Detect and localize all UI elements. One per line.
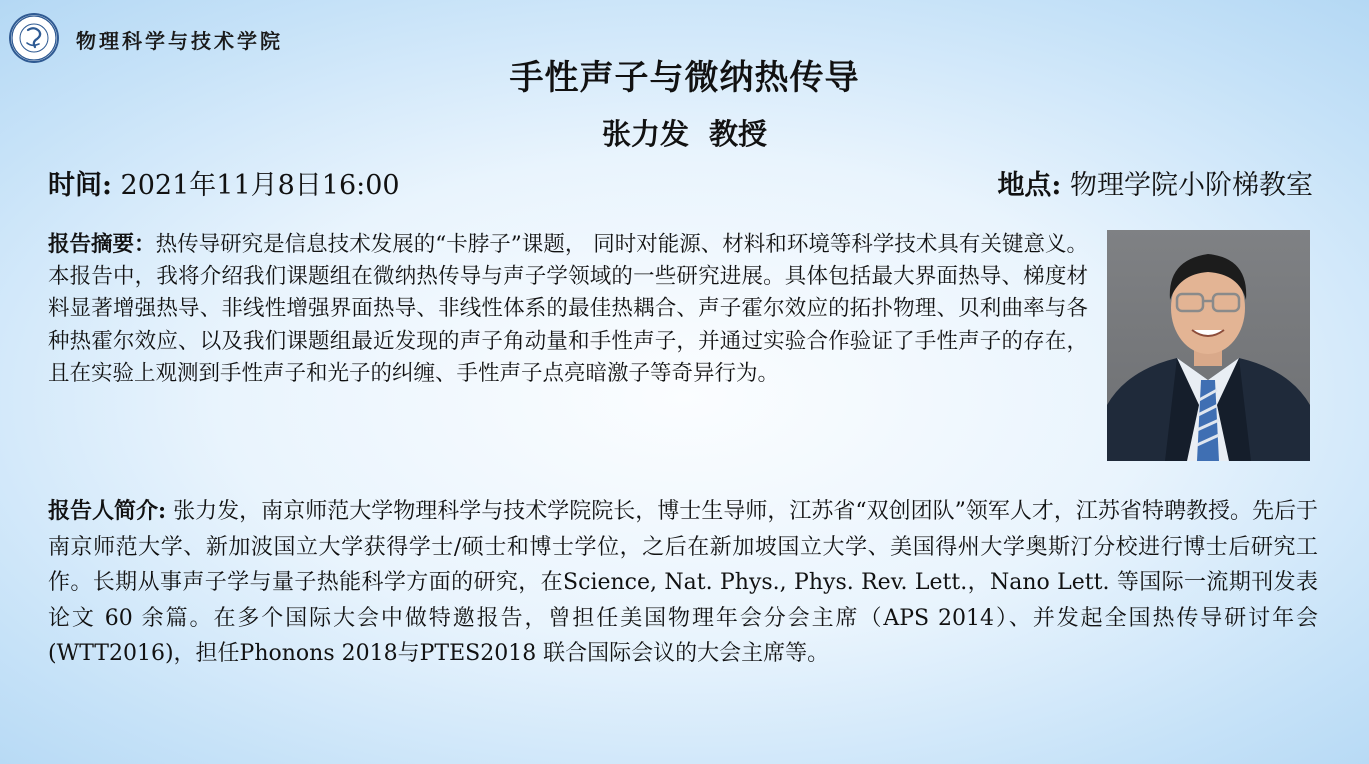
abstract-paragraph bbox=[48, 229, 1088, 390]
bio-label: 报告人简介: bbox=[48, 498, 167, 524]
time-label: 时间: bbox=[48, 170, 112, 201]
time-row bbox=[48, 163, 400, 202]
abstract-text: 热传导研究是信息技术发展的“卡脖子”课题， 同时对能源、材料和环境等科学技术具有关键意义。本报告中，我将介绍我们课题组在微纳热传导与声子学领域的一些研究进展。具体包括最大界面热导、梯度材料显著增强热导、非线性增强界面热导、非线性体系的最佳热耦合、声子霍尔效应的拓扑物理、贝利曲率与各种热霍尔效应、以及我们课题组最近发现的声子角动量和手性声子，并通过实验合作验证了手性声子的存在，且在实验上观测到手性声子和光子的纠缠、手性声子点亮暗激子等奇异行为。 bbox=[48, 232, 1088, 386]
place-label: 地点: bbox=[997, 170, 1062, 201]
place-row bbox=[997, 163, 1313, 202]
bio-text: 张力发，南京师范大学物理科学与技术学院院长，博士生导师，江苏省“双创团队”领军人才，江苏省特聘教授。先后于南京师范大学、新加波国立大学获得学士/硕士和博士学位，之后在新加坡国立大学、美国得州大学奥斯汀分校进行博士后研究工作。长期从事声子学与量子热能科学方面的研究，在Science, Nat. Phys., Phys. Rev. Lett.，Nano Lett. 等国际一流期刊发表论文 60 余篇。在多个国际大会中做特邀报告，曾担任美国物理年会分会主席（APS 2014）、并发起全国热传导研讨年会(WTT2016)，担任Phonons 2018与PTES2018 联合国际会议的大会主席等。 bbox=[48, 499, 1318, 666]
school-name: 物理科学与技术学院 bbox=[76, 29, 283, 53]
abstract-label: 报告摘要： bbox=[48, 232, 156, 257]
speaker-name: 张力发 教授 bbox=[601, 117, 768, 151]
time-value: 2021年11月8日16:00 bbox=[111, 170, 400, 201]
speaker-photo bbox=[1107, 230, 1310, 461]
talk-title: 手性声子与微纳热传导 bbox=[509, 58, 860, 98]
speaker-bio-paragraph bbox=[48, 494, 1318, 672]
place-value: 物理学院小阶梯教室 bbox=[1061, 170, 1313, 201]
